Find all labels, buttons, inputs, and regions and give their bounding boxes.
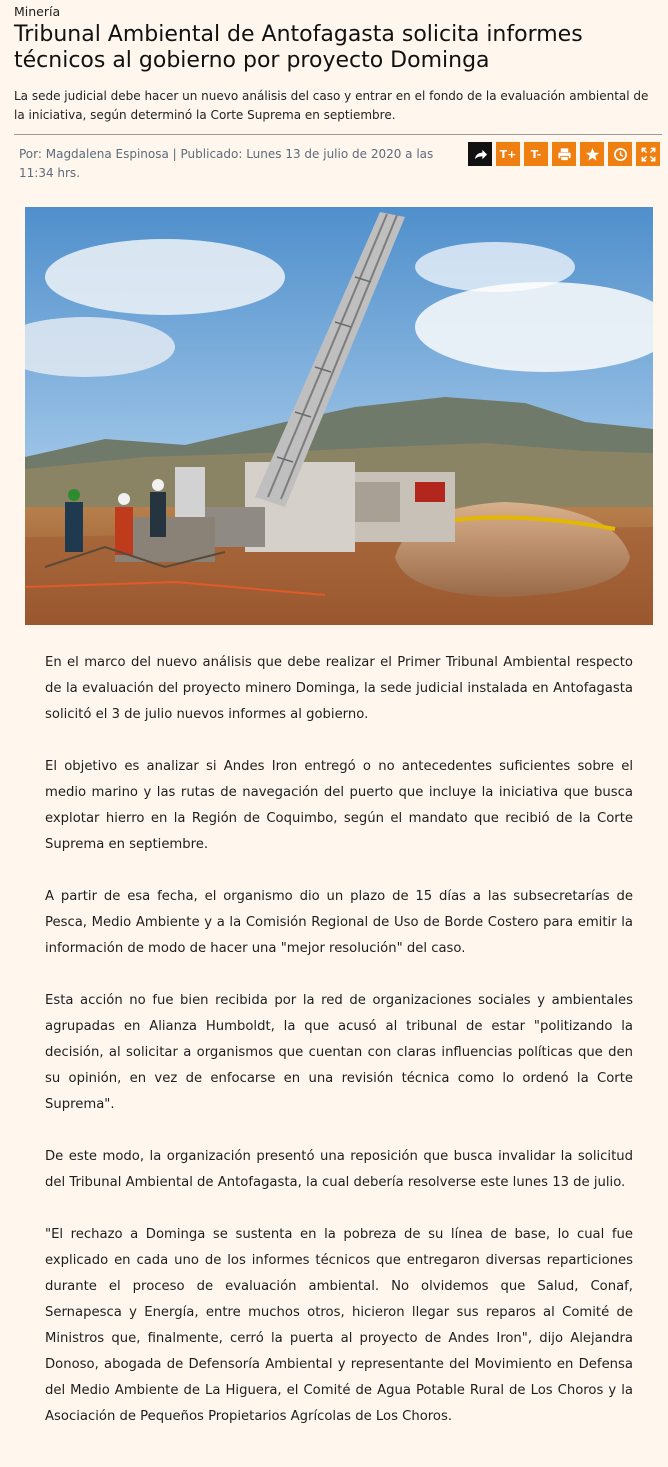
article-paragraph: "El rechazo a Dominga se sustenta en la pobreza de su línea de base, lo cual fue explicado en cada uno de los informes técnicos que entregaron diversas reparticiones durante el proceso de evaluación ambiental. No olvidemos que Salud, Conaf, Sernapesca y Energía, entre muchos otros, hicieron llegar sus reparos al Comité de Ministros que, finalmente, cerró la puerta al proyecto de Andes Iron", dijo Alejandra Donoso, abogada de Defensoría Ambiental y representante del Movimiento en Defensa del Medio Ambiente de La Higuera, el Comité de Agua Potable Rural de Los Choros y la Asociación de Pequeños Propietarios Agrícolas de Los Choros.: [45, 1227, 633, 1424]
fullscreen-button[interactable]: [636, 142, 660, 166]
favorite-button[interactable]: [580, 142, 604, 166]
print-button[interactable]: [552, 142, 576, 166]
article-paragraph: De este modo, la organización presentó una reposición que busca invalidar la solicitud del Tribunal Ambiental de Antofagasta, la cual debería resolverse este lunes 13 de julio.: [45, 1149, 633, 1190]
article-paragraph: A partir de esa fecha, el organismo dio un plazo de 15 días a las subsecretarías de Pesca, Medio Ambiente y a la Comisión Regional de Uso de Borde Costero para emitir la información de modo de hacer una "mejor resolución" del caso.: [45, 889, 633, 956]
article-paragraph: En el marco del nuevo análisis que debe realizar el Primer Tribunal Ambiental respecto de la evaluación del proyecto minero Dominga, la sede judicial instalada en Antofagasta solicitó el 3 de julio nuevos informes al gobierno.: [45, 655, 633, 722]
article-toolbar: [468, 142, 660, 166]
article-paragraph: El objetivo es analizar si Andes Iron entregó o no antecedentes suficientes sobre el medio marino y las rutas de navegación del puerto que incluye la iniciativa que busca explotar hierro en la Región de Coquimbo, según el mandato que recibió de la Corte Suprema en septiembre.: [45, 759, 633, 852]
share-button[interactable]: [468, 142, 492, 166]
article-paragraph: Esta acción no fue bien recibida por la red de organizaciones sociales y ambientales agrupadas en Alianza Humboldt, la que acusó al tribunal de estar "politizando la decisión, al solicitar a organismos que cuentan con claras influencias políticas que den su opinión, en vez de enfocarse en una revisión técnica como lo ordenó la Corte Suprema".: [45, 993, 633, 1112]
read-later-button[interactable]: [608, 142, 632, 166]
mining-drill-rig-photo: [25, 207, 653, 625]
share-arrow-icon: [473, 147, 488, 162]
article-byline: Por: Magdalena Espinosa | Publicado: Lunes 13 de julio de 2020 a las 11:34 hrs.: [19, 147, 434, 180]
category-label[interactable]: Minería: [14, 4, 61, 19]
article-hero-image: [25, 207, 653, 625]
font-decrease-button[interactable]: T-: [524, 142, 548, 166]
header-divider: [14, 134, 662, 135]
printer-icon: [557, 147, 572, 162]
article-body: [45, 650, 633, 1456]
font-increase-button[interactable]: T+: [496, 142, 520, 166]
clock-icon: [613, 147, 628, 162]
expand-icon: [641, 147, 656, 162]
star-icon: [585, 147, 600, 162]
article-title: Tribunal Ambiental de Antofagasta solicita informes técnicos al gobierno por proyecto Dominga: [14, 22, 583, 73]
article-subtitle: La sede judicial debe hacer un nuevo análisis del caso y entrar en el fondo de la evaluación ambiental de la iniciativa, según determinó la Corte Suprema en septiembre.: [14, 89, 649, 122]
